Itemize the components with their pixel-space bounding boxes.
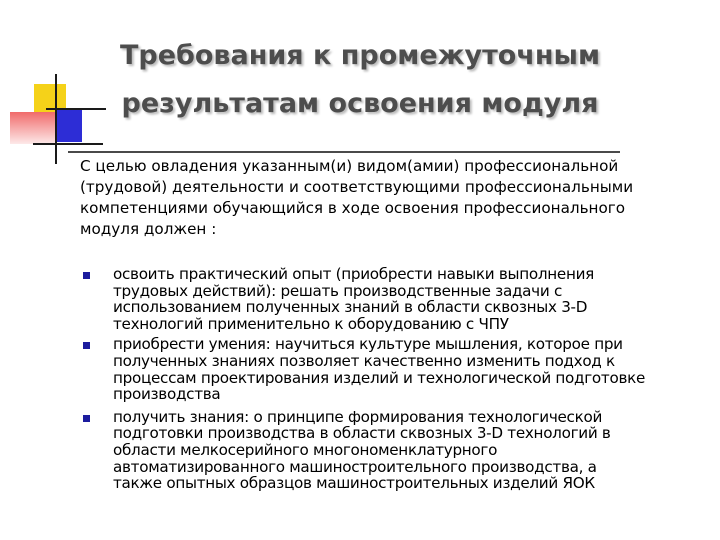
intro-line: компетенциями обучающийся в ходе освоения профессионального [80,199,626,217]
bullet-line: автоматизированного машиностроительного производства, а [113,457,597,476]
bullet-line: приобрести умения: научиться культуре мышления, которое при [113,335,623,354]
bullet-list [80,266,695,492]
bullet-line: технологий применительно к оборудованию с ЧПУ [113,314,509,333]
bullet-line: также опытных образцов машиностроительных изделий ЯОК [113,474,595,493]
square-bullet-icon [83,415,90,422]
intro-paragraph [80,156,690,240]
slide-title-line-1: Требования к промежуточным [119,40,601,71]
bullet-line: области мелкосерийного многономенклатурного [113,440,498,459]
title-underline [68,151,620,153]
bullet-line: производства [113,385,221,404]
bullet-line: полученных знаниях позволяет качественно изменить подход к [113,351,615,370]
bullet-line: освоить практический опыт (приобрести навыки выполнения [113,265,594,283]
bullet-line: процессам проектирования изделий и технологической подготовке [113,368,646,387]
bullet-line: подготовки производства в области сквозных 3-D технологий в [113,424,611,443]
bullet-item-knowledge [80,409,695,492]
square-bullet-icon [83,272,90,279]
slide-title-line-2: результатам освоения модуля [121,88,599,119]
bullet-line: получить знания: о принципе формирования технологической [113,407,603,426]
intro-line: С целью овладения указанным(и) видом(амии) профессиональной [80,157,619,175]
intro-line: (трудовой) деятельности и соответствующими профессиональными [80,178,634,196]
bullet-item-practical-experience [80,266,695,332]
bullet-item-skills [80,336,695,402]
decor-horizontal-line [33,143,103,145]
bullet-line: трудовых действий): решать производственные задачи с [113,281,562,300]
square-bullet-icon [83,342,90,349]
intro-line: модуля должен : [80,220,217,238]
bullet-line: использованием полученных знаний в области сквозных 3-D [113,298,588,317]
